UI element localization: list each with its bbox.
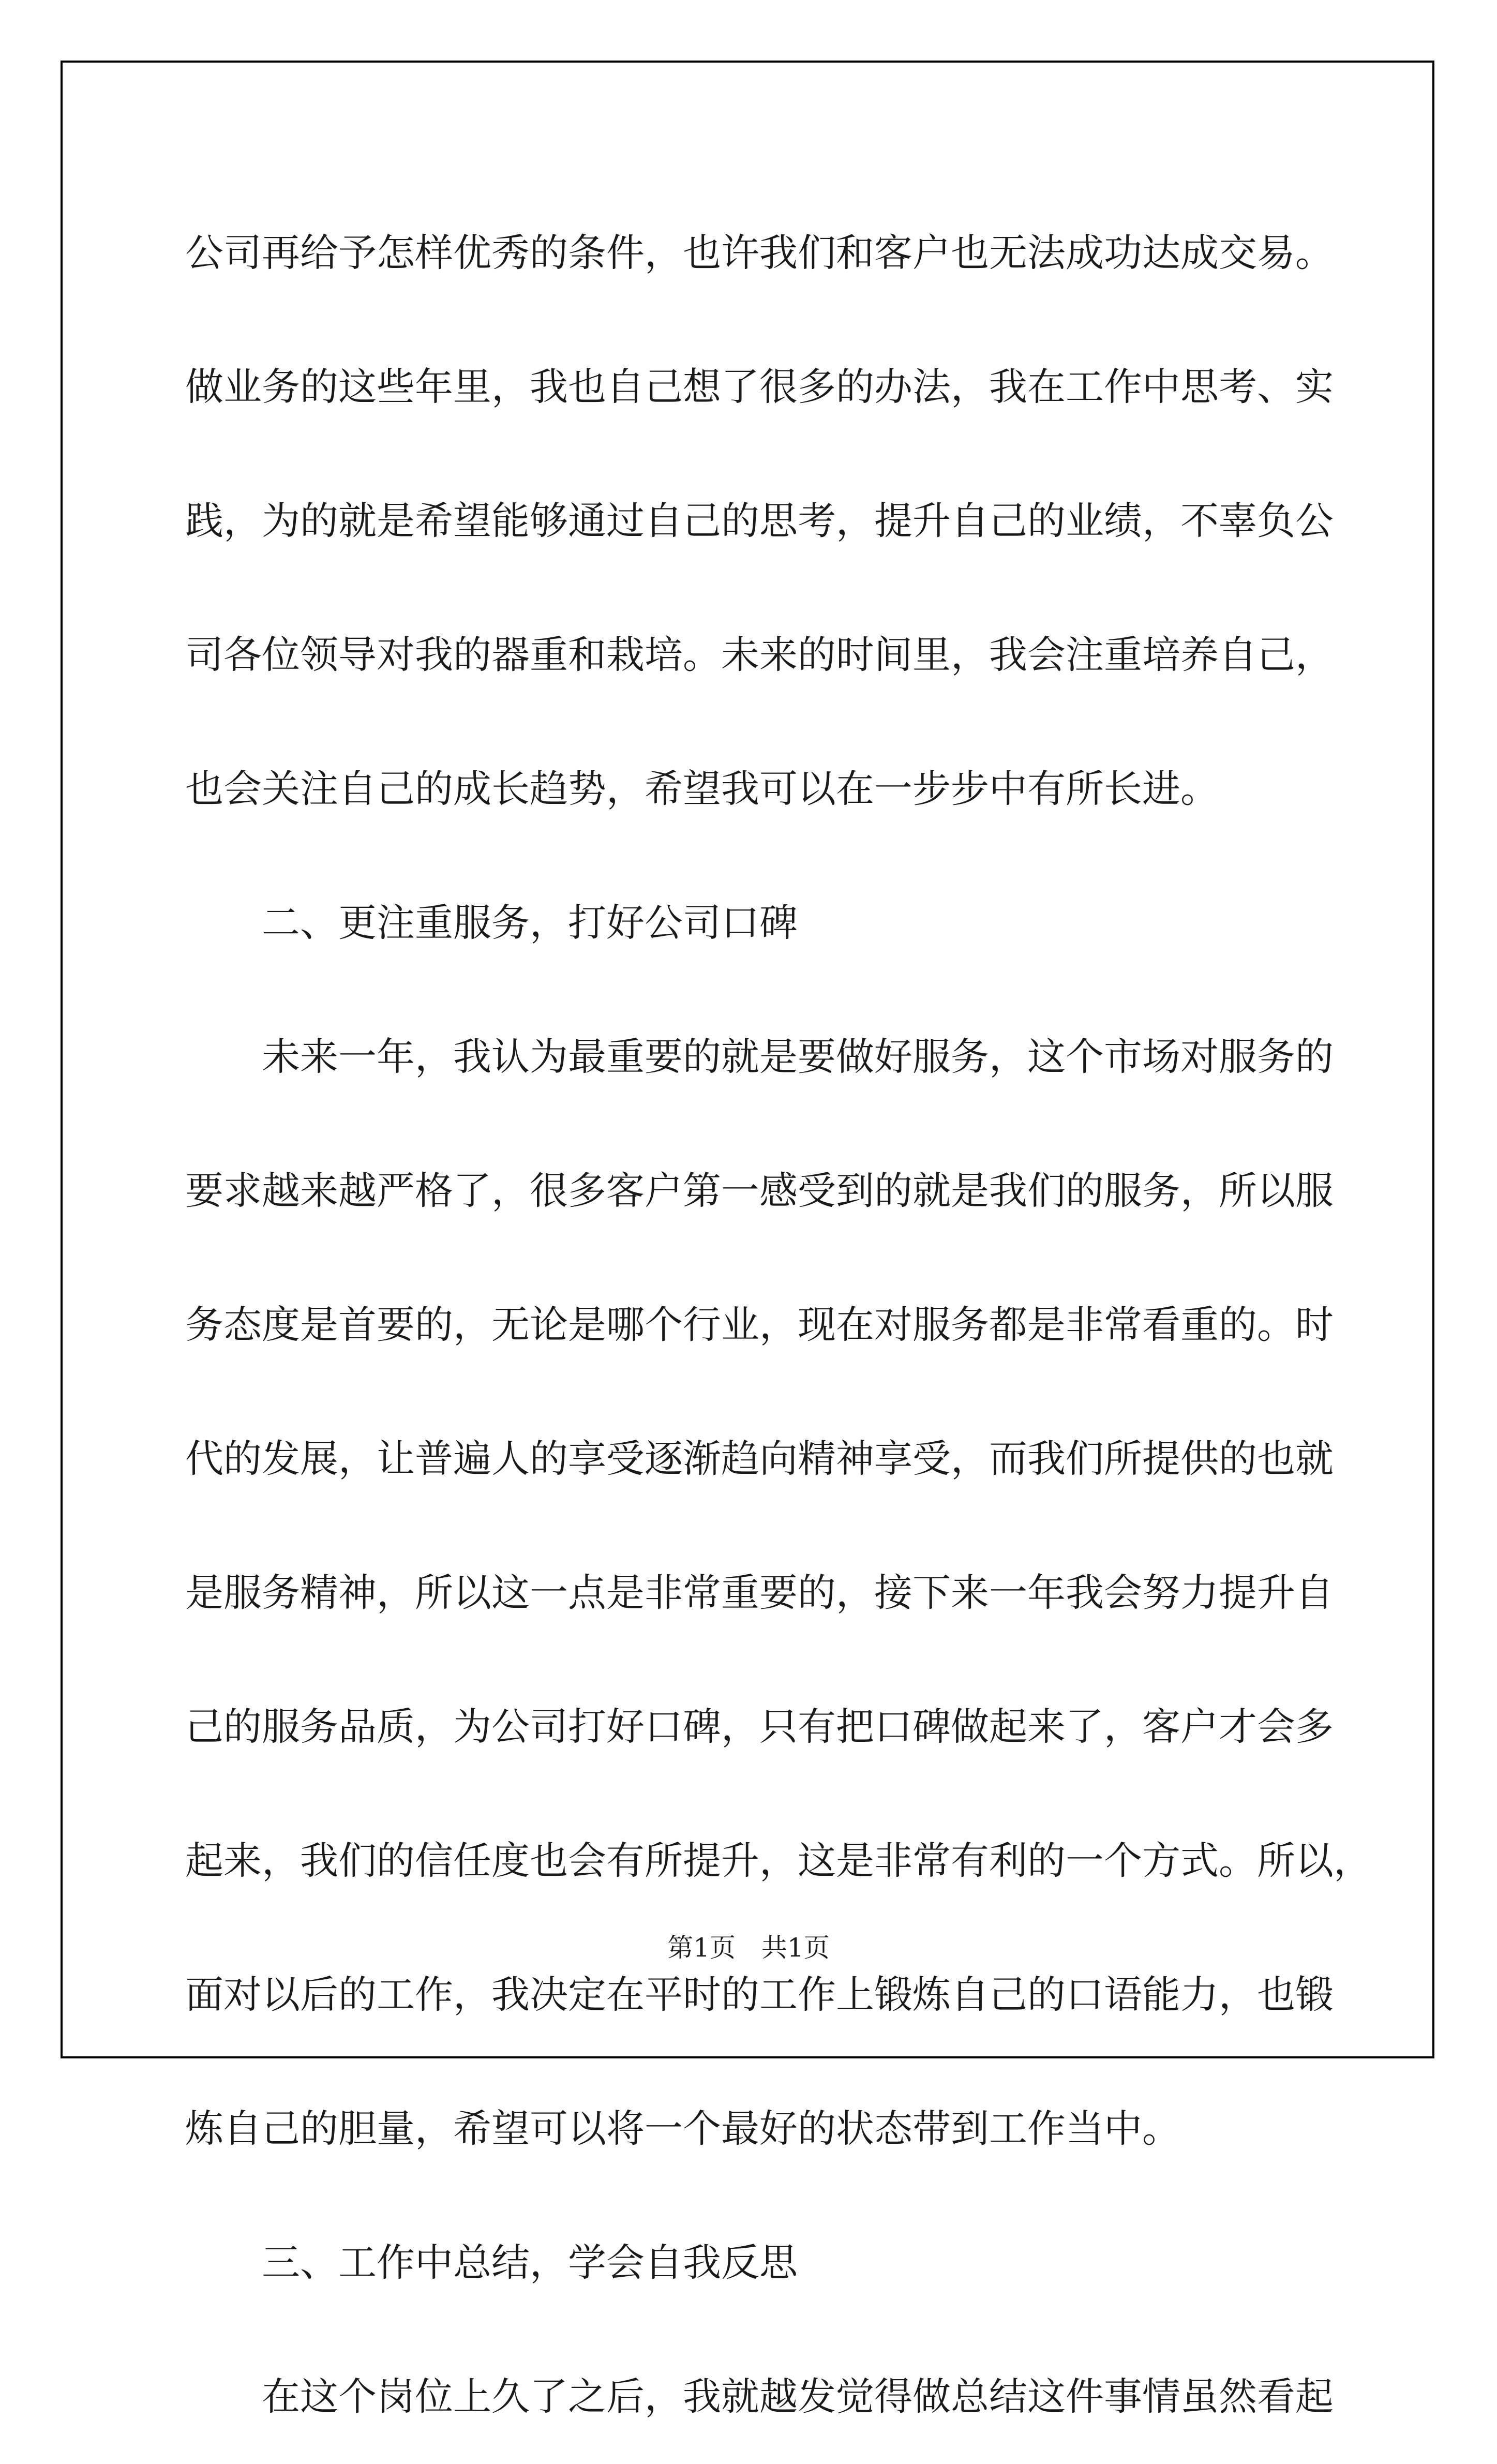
text-line: 炼自己的胆量，希望可以将一个最好的状态带到工作当中。 xyxy=(185,2107,1180,2151)
text-line: 面对以后的工作，我决定在平时的工作上锻炼自己的口语能力，也锻 xyxy=(185,1973,1334,2017)
text-line: 要求越来越严格了，很多客户第一感受到的就是我们的服务，所以服 xyxy=(185,1169,1334,1213)
text-line: 代的发展，让普遍人的享受逐渐趋向精神享受，而我们所提供的也就 xyxy=(185,1437,1334,1481)
text-line: 公司再给予怎样优秀的条件，也许我们和客户也无法成功达成交易。 xyxy=(185,231,1334,275)
text-line: 做业务的这些年里，我也自己想了很多的办法，我在工作中思考、实 xyxy=(185,365,1334,409)
text-line: 务态度是首要的，无论是哪个行业，现在对服务都是非常看重的。时 xyxy=(185,1303,1334,1347)
page-total: 共1页 xyxy=(761,1933,830,1963)
section-heading: 三、工作中总结，学会自我反思 xyxy=(185,2241,798,2285)
page-number: 第1页 xyxy=(667,1933,736,1963)
text-line: 未来一年，我认为最重要的就是要做好服务，这个市场对服务的 xyxy=(185,1035,1334,1079)
text-line: 也会关注自己的成长趋势，希望我可以在一步步中有所长进。 xyxy=(185,767,1219,811)
text-line: 践，为的就是希望能够通过自己的思考，提升自己的业绩，不辜负公 xyxy=(185,499,1334,543)
section-heading: 二、更注重服务，打好公司口碑 xyxy=(185,901,798,945)
text-line: 己的服务品质，为公司打好口碑，只有把口碑做起来了，客户才会多 xyxy=(185,1705,1334,1749)
text-line: 起来，我们的信任度也会有所提升，这是非常有利的一个方式。所以， xyxy=(185,1839,1372,1883)
document-body xyxy=(185,186,1372,2464)
text-line: 在这个岗位上久了之后，我就越发觉得做总结这件事情虽然看起 xyxy=(185,2375,1334,2419)
text-line: 是服务精神，所以这一点是非常重要的，接下来一年我会努力提升自 xyxy=(185,1571,1334,1615)
page-footer xyxy=(0,1927,1497,1964)
text-line: 司各位领导对我的器重和栽培。未来的时间里，我会注重培养自己， xyxy=(185,633,1334,677)
